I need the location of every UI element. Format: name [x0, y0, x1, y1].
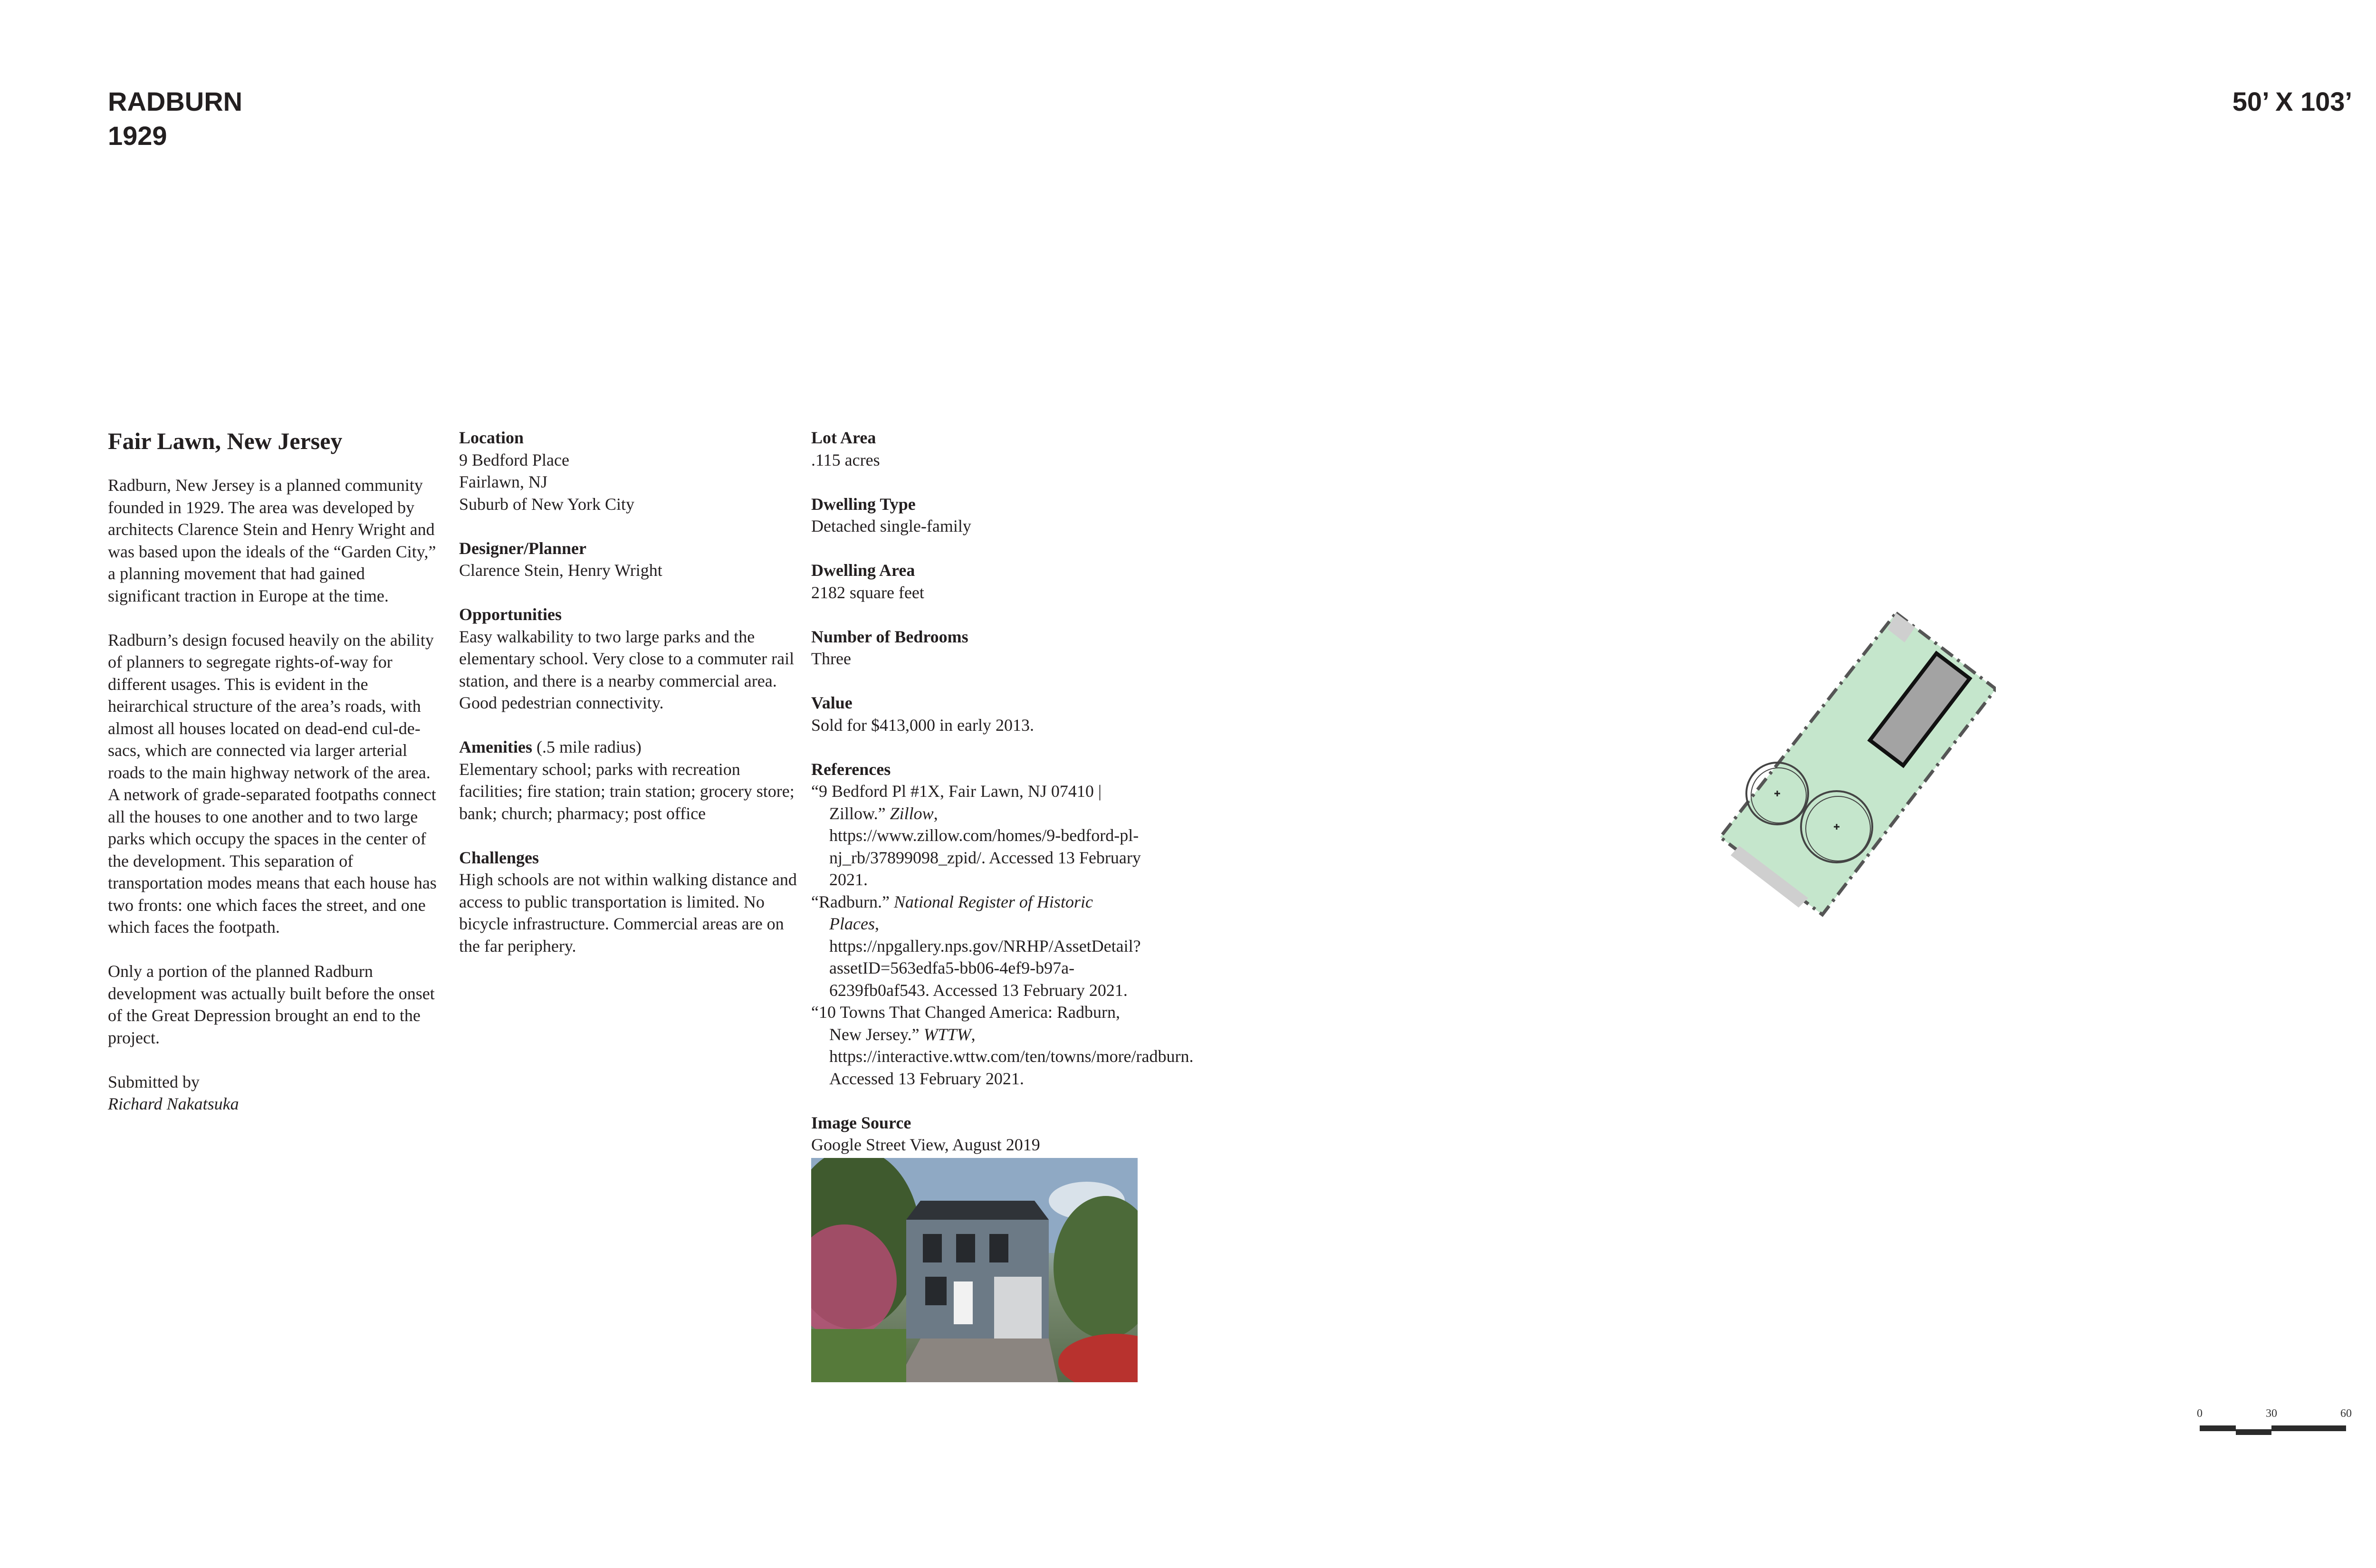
- location-line: Suburb of New York City: [459, 494, 635, 514]
- submitted-label: Submitted by: [108, 1072, 200, 1091]
- value-text: Sold for $413,000 in early 2013.: [811, 715, 1034, 735]
- designer-section: [459, 537, 801, 582]
- reference-item: “9 Bedford Pl #1X, Fair Lawn, NJ 07410 | Zillow.” Zillow, https://www.zillow.com/homes/9-bedford-pl-nj_rb/37899098_zpid/. Accessed 13 February 2021.: [811, 782, 1141, 889]
- location-section: [459, 427, 801, 515]
- opportunities-text: Easy walkability to two large parks and the elementary school. Very close to a commuter rail station, and there is a nearby commercial area. Good pedestrian connectivity.: [459, 627, 795, 712]
- details-column: [459, 427, 801, 979]
- opportunities-section: [459, 603, 801, 714]
- submitted-name: Richard Nakatsuka: [108, 1094, 239, 1113]
- lot-parcel: [1720, 613, 1996, 915]
- lot-area-section: [811, 427, 1144, 471]
- reference-item: “Radburn.” National Register of Historic Places, https://npgallery.nps.gov/NRHP/AssetDetail?assetID=563edfa5-bb06-4ef9-b97a-6239fb0af543. Accessed 13 February 2021.: [811, 892, 1141, 1000]
- location-title: Location: [459, 428, 524, 447]
- scale-segment: [2200, 1425, 2236, 1431]
- scale-label-60: 60: [2340, 1407, 2352, 1420]
- lot-dimensions: 50’ X 103’: [2232, 86, 2352, 116]
- challenges-title: Challenges: [459, 848, 539, 867]
- submitted-by: [108, 1071, 441, 1115]
- intro-paragraph-1: Radburn, New Jersey is a planned community founded in 1929. The area was developed by architects Clarence Stein and Henry Wright and was based upon the ideals of the “Garden City,” a planning movement that had gained significant traction in Europe at the time.: [108, 476, 436, 605]
- house-photo: [811, 1158, 1138, 1382]
- scale-segment: [2236, 1429, 2271, 1435]
- lot-area-text: .115 acres: [811, 450, 880, 469]
- project-title-block: [108, 85, 242, 153]
- amenities-section: [459, 736, 801, 824]
- scale-label-0: 0: [2197, 1407, 2203, 1420]
- bedrooms-text: Three: [811, 649, 851, 668]
- bedrooms-section: [811, 626, 1144, 670]
- intro-paragraph-2: Radburn’s design focused heavily on the ability of planners to segregate rights-of-way for different usages. This is evident in the heirarchical structure of the area’s roads, with almost all houses located on dead-end cul-de-sacs, which are connected via larger arterial roads to the main highway network of the area. A network of grade-separated footpaths connect all the houses to one another and to two large parks which occupy the spaces in the center of the development. This separation of transportation modes means that each house has two fronts: one which faces the street, and one which faces the footpath.: [108, 630, 437, 937]
- references-section: [811, 758, 1194, 1090]
- amenities-title: Amenities: [459, 737, 532, 756]
- opportunities-title: Opportunities: [459, 605, 562, 624]
- facts-column: [811, 427, 1194, 1382]
- image-source-text: Google Street View, August 2019: [811, 1135, 1040, 1154]
- place-title: Fair Lawn, New Jersey: [108, 428, 343, 454]
- house-photo-illustration: [811, 1158, 1138, 1382]
- amenities-text: Elementary school; parks with recreation facilities; fire station; train station; grocery store; bank; church; pharmacy; post office: [459, 759, 795, 823]
- site-plan: [1711, 603, 1996, 927]
- dwelling-type-title: Dwelling Type: [811, 494, 916, 514]
- scale-label-30: 30: [2266, 1407, 2277, 1420]
- reference-item: “10 Towns That Changed America: Radburn, New Jersey.” WTTW, https://interactive.wttw.com/ten/towns/more/radburn. Accessed 13 February 2021.: [811, 1003, 1194, 1088]
- intro-column: [108, 427, 441, 1115]
- image-source-section: [811, 1112, 1144, 1382]
- location-line: 9 Bedford Place: [459, 450, 569, 469]
- challenges-text: High schools are not within walking distance and access to public transportation is limited. No bicycle infrastructure. Commercial areas are on the far periphery.: [459, 870, 797, 956]
- designer-title: Designer/Planner: [459, 538, 586, 558]
- challenges-section: [459, 847, 801, 957]
- dwelling-area-text: 2182 square feet: [811, 583, 924, 602]
- amenities-note: (.5 mile radius): [532, 737, 642, 756]
- project-name: RADBURN: [108, 86, 243, 116]
- designer-text: Clarence Stein, Henry Wright: [459, 561, 662, 580]
- scale-segment: [2271, 1425, 2346, 1431]
- references-title: References: [811, 759, 891, 779]
- lot-area-title: Lot Area: [811, 428, 876, 447]
- bedrooms-title: Number of Bedrooms: [811, 627, 968, 646]
- value-title: Value: [811, 693, 853, 712]
- location-line: Fairlawn, NJ: [459, 472, 547, 491]
- project-year: 1929: [108, 121, 167, 151]
- dwelling-area-section: [811, 559, 1144, 603]
- dwelling-type-text: Detached single-family: [811, 516, 971, 535]
- image-source-title: Image Source: [811, 1113, 911, 1132]
- scale-bar: [2193, 1406, 2355, 1444]
- dwelling-type-section: [811, 493, 1144, 537]
- dwelling-area-title: Dwelling Area: [811, 561, 915, 580]
- value-section: [811, 692, 1144, 736]
- intro-paragraph-3: Only a portion of the planned Radburn development was actually built before the onset of the Great Depression brought an end to the project.: [108, 962, 435, 1047]
